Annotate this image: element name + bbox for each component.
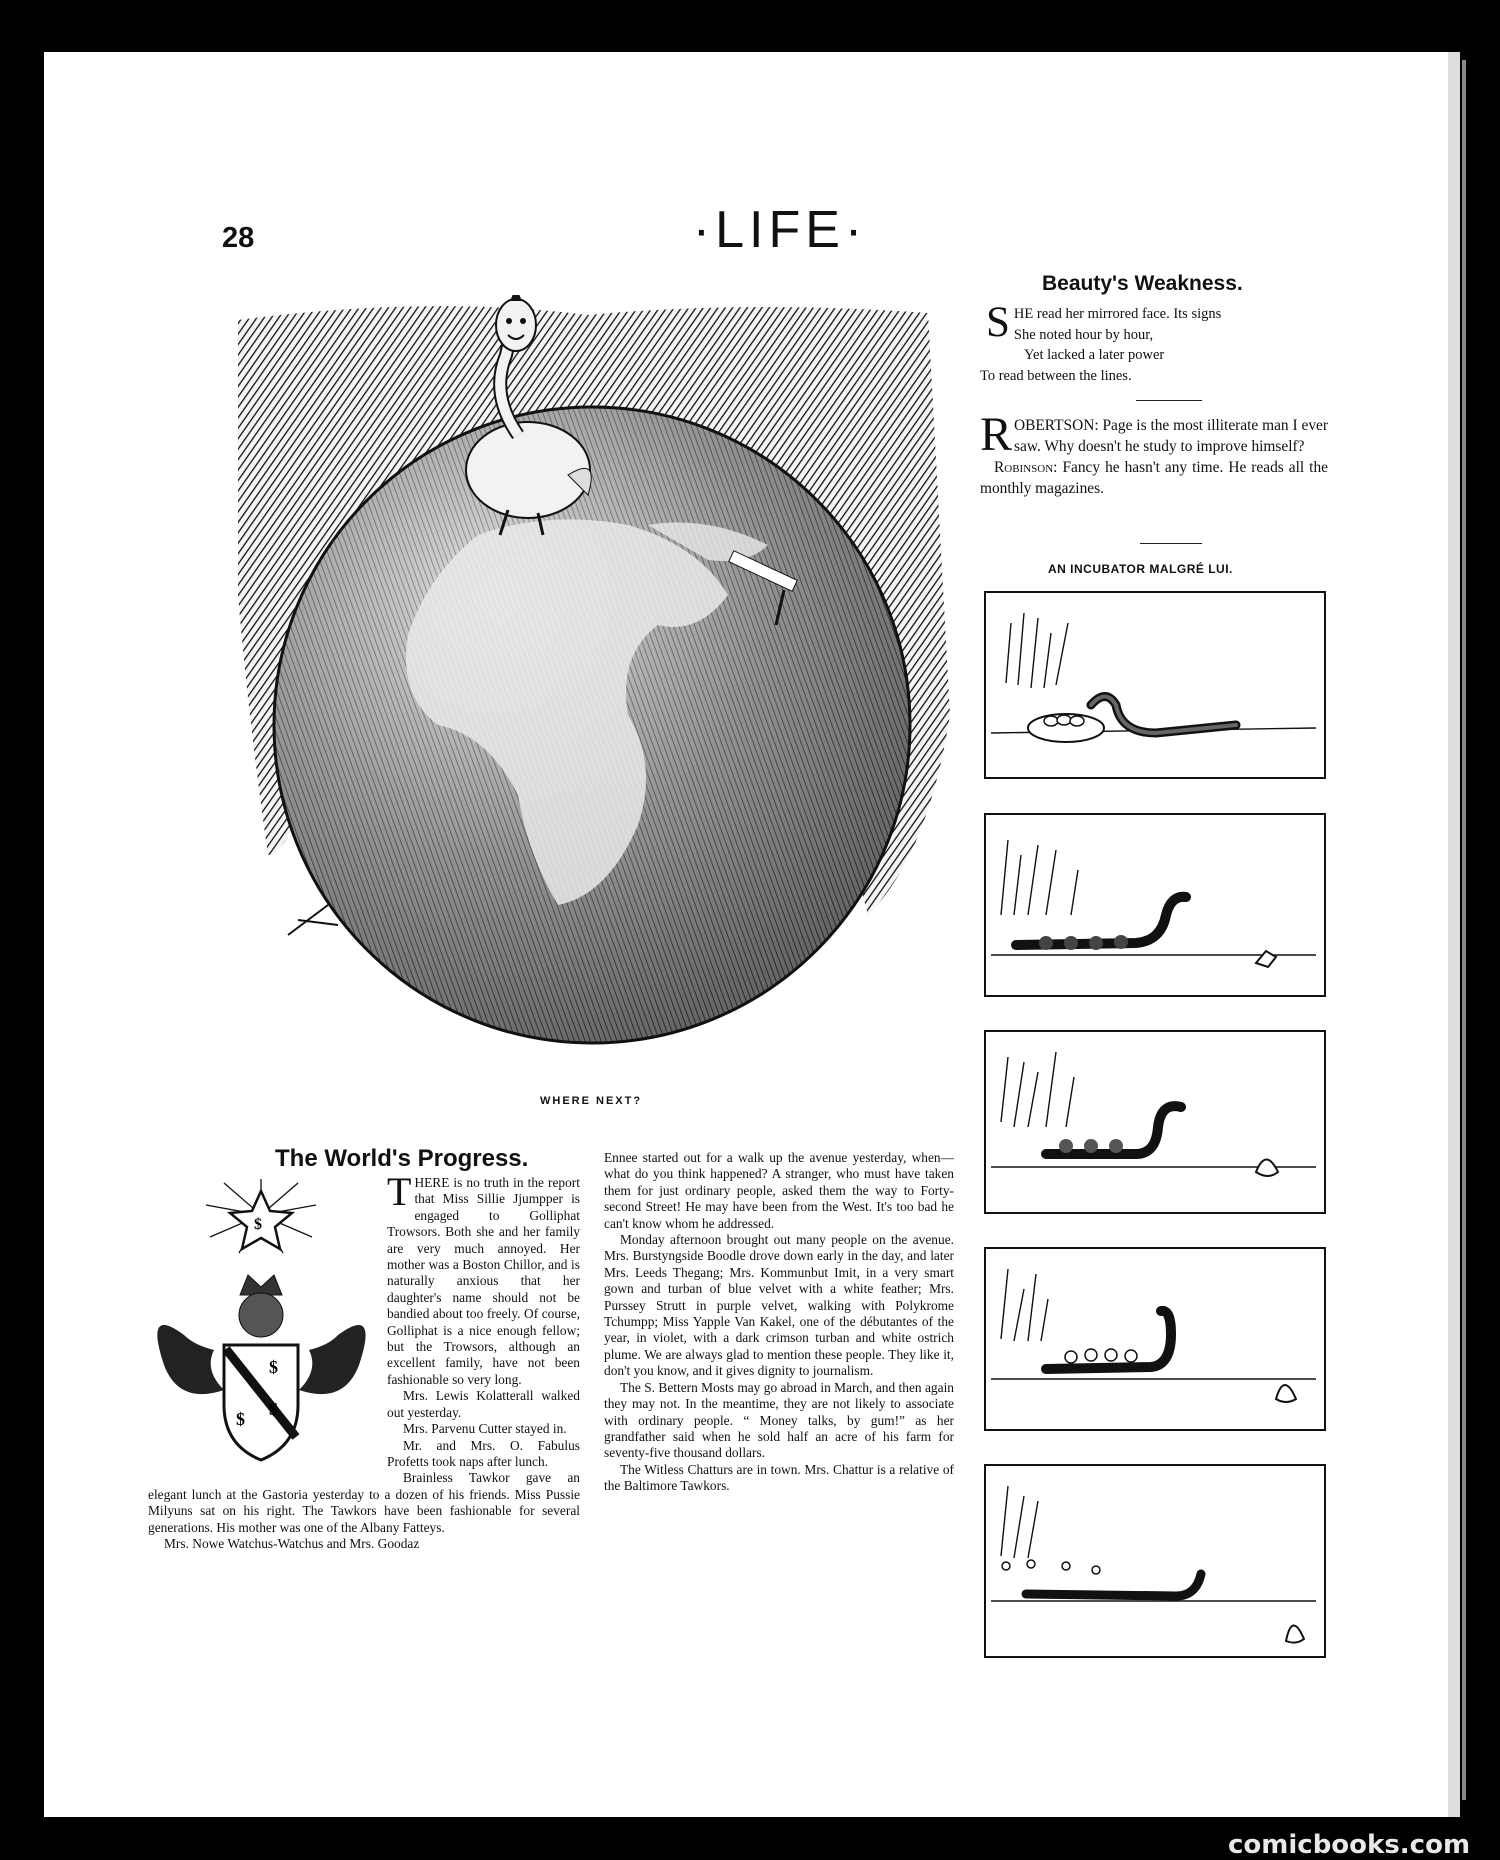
article-paragraph: Ennee started out for a walk up the avenue yesterday, when—what do you think happened? A stranger, who must have taken them for just ordinary people, asked them the way to Forty-second Street! He may have been from the West. It's too bad he can't know whom he addressed. <box>604 1150 954 1231</box>
watermark: comicbooks.com <box>1228 1830 1471 1860</box>
page-edge <box>1448 52 1460 1817</box>
poem-dropcap: S <box>986 299 1010 346</box>
masthead-title: ·LIFE· <box>692 201 868 259</box>
article-paragraph: The Witless Chatturs are in town. Mrs. Chattur is a relative of the Baltimore Tawkors. <box>604 1461 954 1494</box>
article-paragraph: Mrs. Parvenu Cutter stayed in. <box>403 1421 567 1437</box>
article-paragraph: Monday afternoon brought out many people on the avenue. Mrs. Burstyngside Boodle drove down early in the day, and later Mrs. Leeds Thegang; Mrs. Kommunbut Imit, in a very smart gown and turban of blue velvet with a white feather; Mrs. Purssey Strutt in purple velvet, walking with Polykrome Tchumpp; Miss Yapple Van Kakel, one of the débutantes of the year, in violet, with a dark crimson turban and white ostrich plume. We are always glad to mention these people. They like it, don't you know, and it gives dignity to journalism. <box>604 1232 954 1379</box>
article-column-2 <box>604 1150 954 1495</box>
article-column-1 <box>148 1169 580 1552</box>
article-paragraph: The S. Bettern Mosts may go abroad in March, and then again they may not. In the meantime, they are not likely to associate with ordinary people. “ Money talks, by gum!” as her grandfather said when he sold half an acre of his farm for seventy-five thousand dollars. <box>604 1379 954 1461</box>
cartoon-caption: WHERE NEXT? <box>540 1095 643 1107</box>
page-number: 28 <box>222 222 255 254</box>
article-paragraph: Brainless Tawkor gave an elegant lunch at the Gastoria yesterday to a dozen of his friends. Miss Pussie Milyuns sat on his right. The Tawkors have been fashionable for several generations. His mother was one of the Albany Fatteys. <box>148 1470 580 1535</box>
article-paragraph: Mrs. Lewis Kolatterall walked out yesterday. <box>387 1388 580 1420</box>
snake-icon <box>1026 1574 1201 1596</box>
strip-panel-3 <box>984 1030 1326 1214</box>
article-paragraph: Mr. and Mrs. O. Fabulus Profetts took naps after lunch. <box>387 1437 580 1469</box>
joke-line: OBERTSON: Page is the most illiterate man I ever saw. Why doesn't he study to improve himself? <box>1014 417 1328 455</box>
article-lead-paragraph: HERE is no truth in the report that Miss Sillie Jjumpper is engaged to Golliphat Trowsors. Both she and her family are very much annoyed. Her mother was a Boston Chillor, and is naturally anxious that her daughter's name should not be bandied about too freely. Of course, Golliphat is a nice enough fellow; but the Trowsors, although an excellent family, have not been fashionable so very long. <box>387 1175 580 1387</box>
frog-icon <box>1256 951 1276 967</box>
strip-panel-1 <box>984 591 1326 779</box>
joke-dropcap: R <box>980 408 1013 461</box>
poem-line: Yet lacked a later power <box>1024 347 1165 363</box>
joke-text <box>980 408 1328 499</box>
heraldic-crest-illustration <box>144 1175 379 1471</box>
svg-text:$: $ <box>236 1409 245 1429</box>
goose-on-globe-illustration <box>228 295 956 1080</box>
svg-text:$: $ <box>254 1216 262 1233</box>
article-title: The World's Progress. <box>275 1145 529 1172</box>
poem-line: She noted hour by hour, <box>1013 326 1154 343</box>
svg-text:$: $ <box>269 1357 278 1377</box>
joke-speaker: Robinson: <box>994 459 1058 476</box>
strip-panel-4 <box>984 1247 1326 1431</box>
poem-line: HE read her mirrored face. Its signs <box>1013 306 1222 322</box>
article-dropcap: T <box>387 1169 412 1214</box>
frog-icon <box>1276 1385 1296 1402</box>
joke-line: Fancy he hasn't any time. He reads all the monthly magazines. <box>980 459 1328 497</box>
article-paragraph: Mrs. Nowe Watchus-Watchus and Mrs. Goodaz <box>164 1535 420 1551</box>
poem-line: To read between the lines. <box>980 367 1132 384</box>
poem-title: Beauty's Weakness. <box>1042 272 1243 295</box>
divider <box>1140 543 1202 544</box>
frog-icon <box>1256 1160 1278 1177</box>
divider <box>1136 400 1202 401</box>
strip-title: AN INCUBATOR MALGRÉ LUI. <box>1048 562 1233 576</box>
binding-shadow <box>1462 60 1466 1800</box>
strip-panel-5 <box>984 1464 1326 1658</box>
strip-panel-2 <box>984 813 1326 997</box>
signature-mark <box>288 905 338 935</box>
frog-icon <box>1286 1625 1304 1642</box>
poem-body <box>980 299 1330 386</box>
svg-text:$: $ <box>269 1399 278 1419</box>
